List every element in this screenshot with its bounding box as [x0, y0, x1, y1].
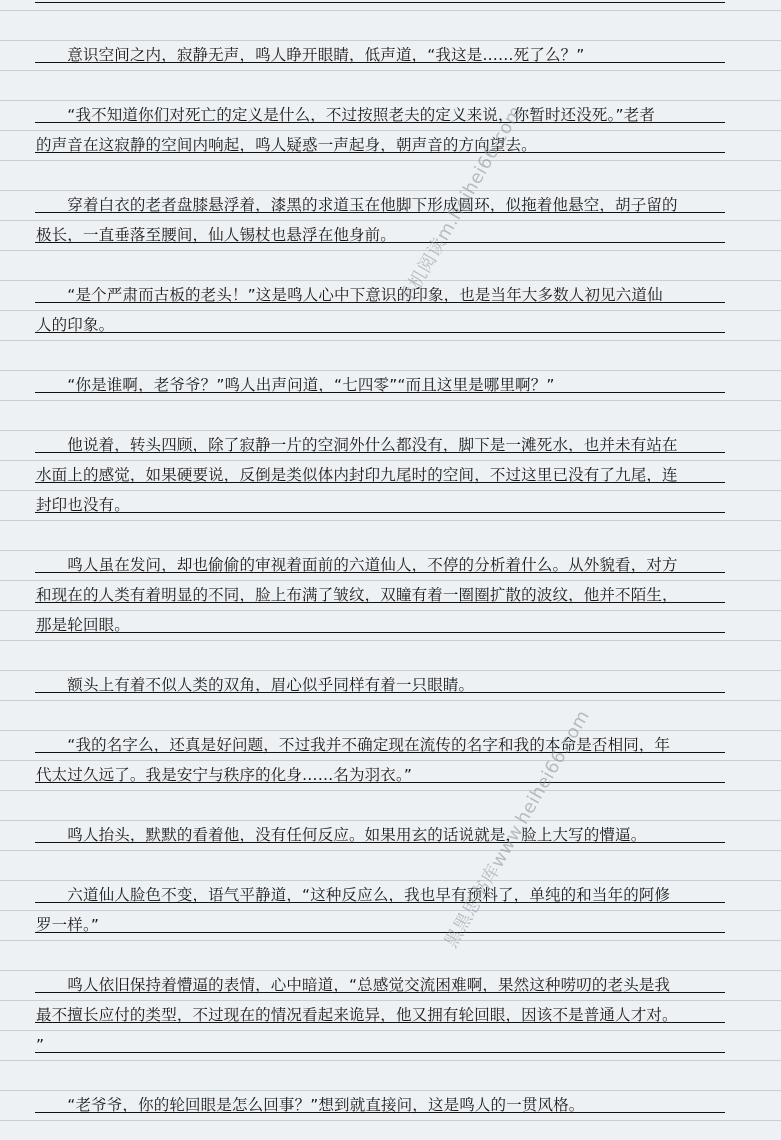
- text-line: “老爷爷，你的轮回眼是怎么回事？”想到就直接问，这是鸣人的一贯风格。: [36, 1096, 585, 1114]
- text-line: 的声音在这寂静的空间内响起，鸣人疑惑一声起身，朝声音的方向望去。: [36, 136, 537, 154]
- text-line: 六道仙人脸色不变，语气平静道，“这种反应么，我也早有预料了，单纯的和当年的阿修: [36, 886, 671, 904]
- text-underline: [35, 572, 725, 573]
- text-underline: [35, 1022, 725, 1023]
- text-underline: [35, 302, 725, 303]
- text-line: “我不知道你们对死亡的定义是什么，不过按照老夫的定义来说，你暂时还没死。”老者: [36, 106, 655, 124]
- text-line: 那是轮回眼。: [36, 616, 130, 634]
- ruled-line: [35, 2, 725, 3]
- text-line: 封印也没有。: [36, 496, 130, 514]
- text-underline: [35, 782, 725, 783]
- text-line: 鸣人抬头，默默的看着他，没有任何反应。如果用玄的话说就是，脸上大写的懵逼。: [36, 826, 647, 844]
- text-underline: [35, 242, 725, 243]
- text-underline: [35, 332, 725, 333]
- text-underline: [35, 932, 725, 933]
- text-underline: [35, 1052, 725, 1053]
- text-underline: [35, 902, 725, 903]
- text-line: 和现在的人类有着明显的不同，脸上布满了皱纹，双瞳有着一圈圈扩散的波纹，他并不陌生，: [36, 586, 678, 604]
- watermark-site: 黑黑思书库www.heihei66.com: [440, 706, 595, 952]
- text-line: 意识空间之内，寂静无声，鸣人睁开眼睛，低声道，“我这是……死了么？”: [36, 46, 585, 64]
- text-line: “你是谁啊，老爷爷？”鸣人出声问道，“七四零”“而且这里是哪里啊？”: [36, 376, 555, 394]
- text-underline: [35, 692, 725, 693]
- watermark-mobile: 手机阅读m.heihei66.com: [395, 102, 527, 309]
- text-line: 人的印象。: [36, 316, 115, 334]
- text-line: 他说着，转头四顾，除了寂静一片的空洞外什么都没有，脚下是一滩死水，也并未有站在: [36, 436, 678, 454]
- text-underline: [35, 632, 725, 633]
- text-underline: [35, 1112, 725, 1113]
- text-underline: [35, 992, 725, 993]
- text-underline: [35, 62, 725, 63]
- text-line: 罗一样。”: [36, 916, 100, 934]
- text-underline: [35, 452, 725, 453]
- text-underline: [35, 602, 725, 603]
- text-line: 鸣人依旧保持着懵逼的表情，心中暗道，“总感觉交流困难啊，果然这种唠叨的老头是我: [36, 976, 671, 994]
- text-line: 鸣人虽在发问，却也偷偷的审视着面前的六道仙人，不停的分析着什么。从外貌看，对方: [36, 556, 678, 574]
- text-underline: [35, 482, 725, 483]
- text-underline: [35, 512, 725, 513]
- text-underline: [35, 212, 725, 213]
- text-underline: [35, 842, 725, 843]
- text-underline: [35, 752, 725, 753]
- text-line: 极长，一直垂落至腰间，仙人锡杖也悬浮在他身前。: [36, 226, 396, 244]
- text-underline: [35, 392, 725, 393]
- text-line: ”: [36, 1036, 45, 1054]
- text-line: 额头上有着不似人类的双角，眉心似乎同样有着一只眼睛。: [36, 676, 475, 694]
- text-line: 穿着白衣的老者盘膝悬浮着，漆黑的求道玉在他脚下形成圆环，似拖着他悬空，胡子留的: [36, 196, 678, 214]
- text-underline: [35, 122, 725, 123]
- text-line: 最不擅长应付的类型，不过现在的情况看起来诡异，他又拥有轮回眼，因该不是普通人才对。: [36, 1006, 678, 1024]
- text-line: “是个严肃而古板的老头！”这是鸣人心中下意识的印象，也是当年大多数人初见六道仙: [36, 286, 663, 304]
- text-line: “我的名字么，还真是好问题，不过我并不确定现在流传的名字和我的本命是否相同，年: [36, 736, 671, 754]
- text-underline: [35, 152, 725, 153]
- text-line: 代太过久远了。我是安宁与秩序的化身……名为羽衣。”: [36, 766, 413, 784]
- text-line: 水面上的感觉，如果硬要说，反倒是类似体内封印九尾时的空间，不过这里已没有了九尾，连: [36, 466, 678, 484]
